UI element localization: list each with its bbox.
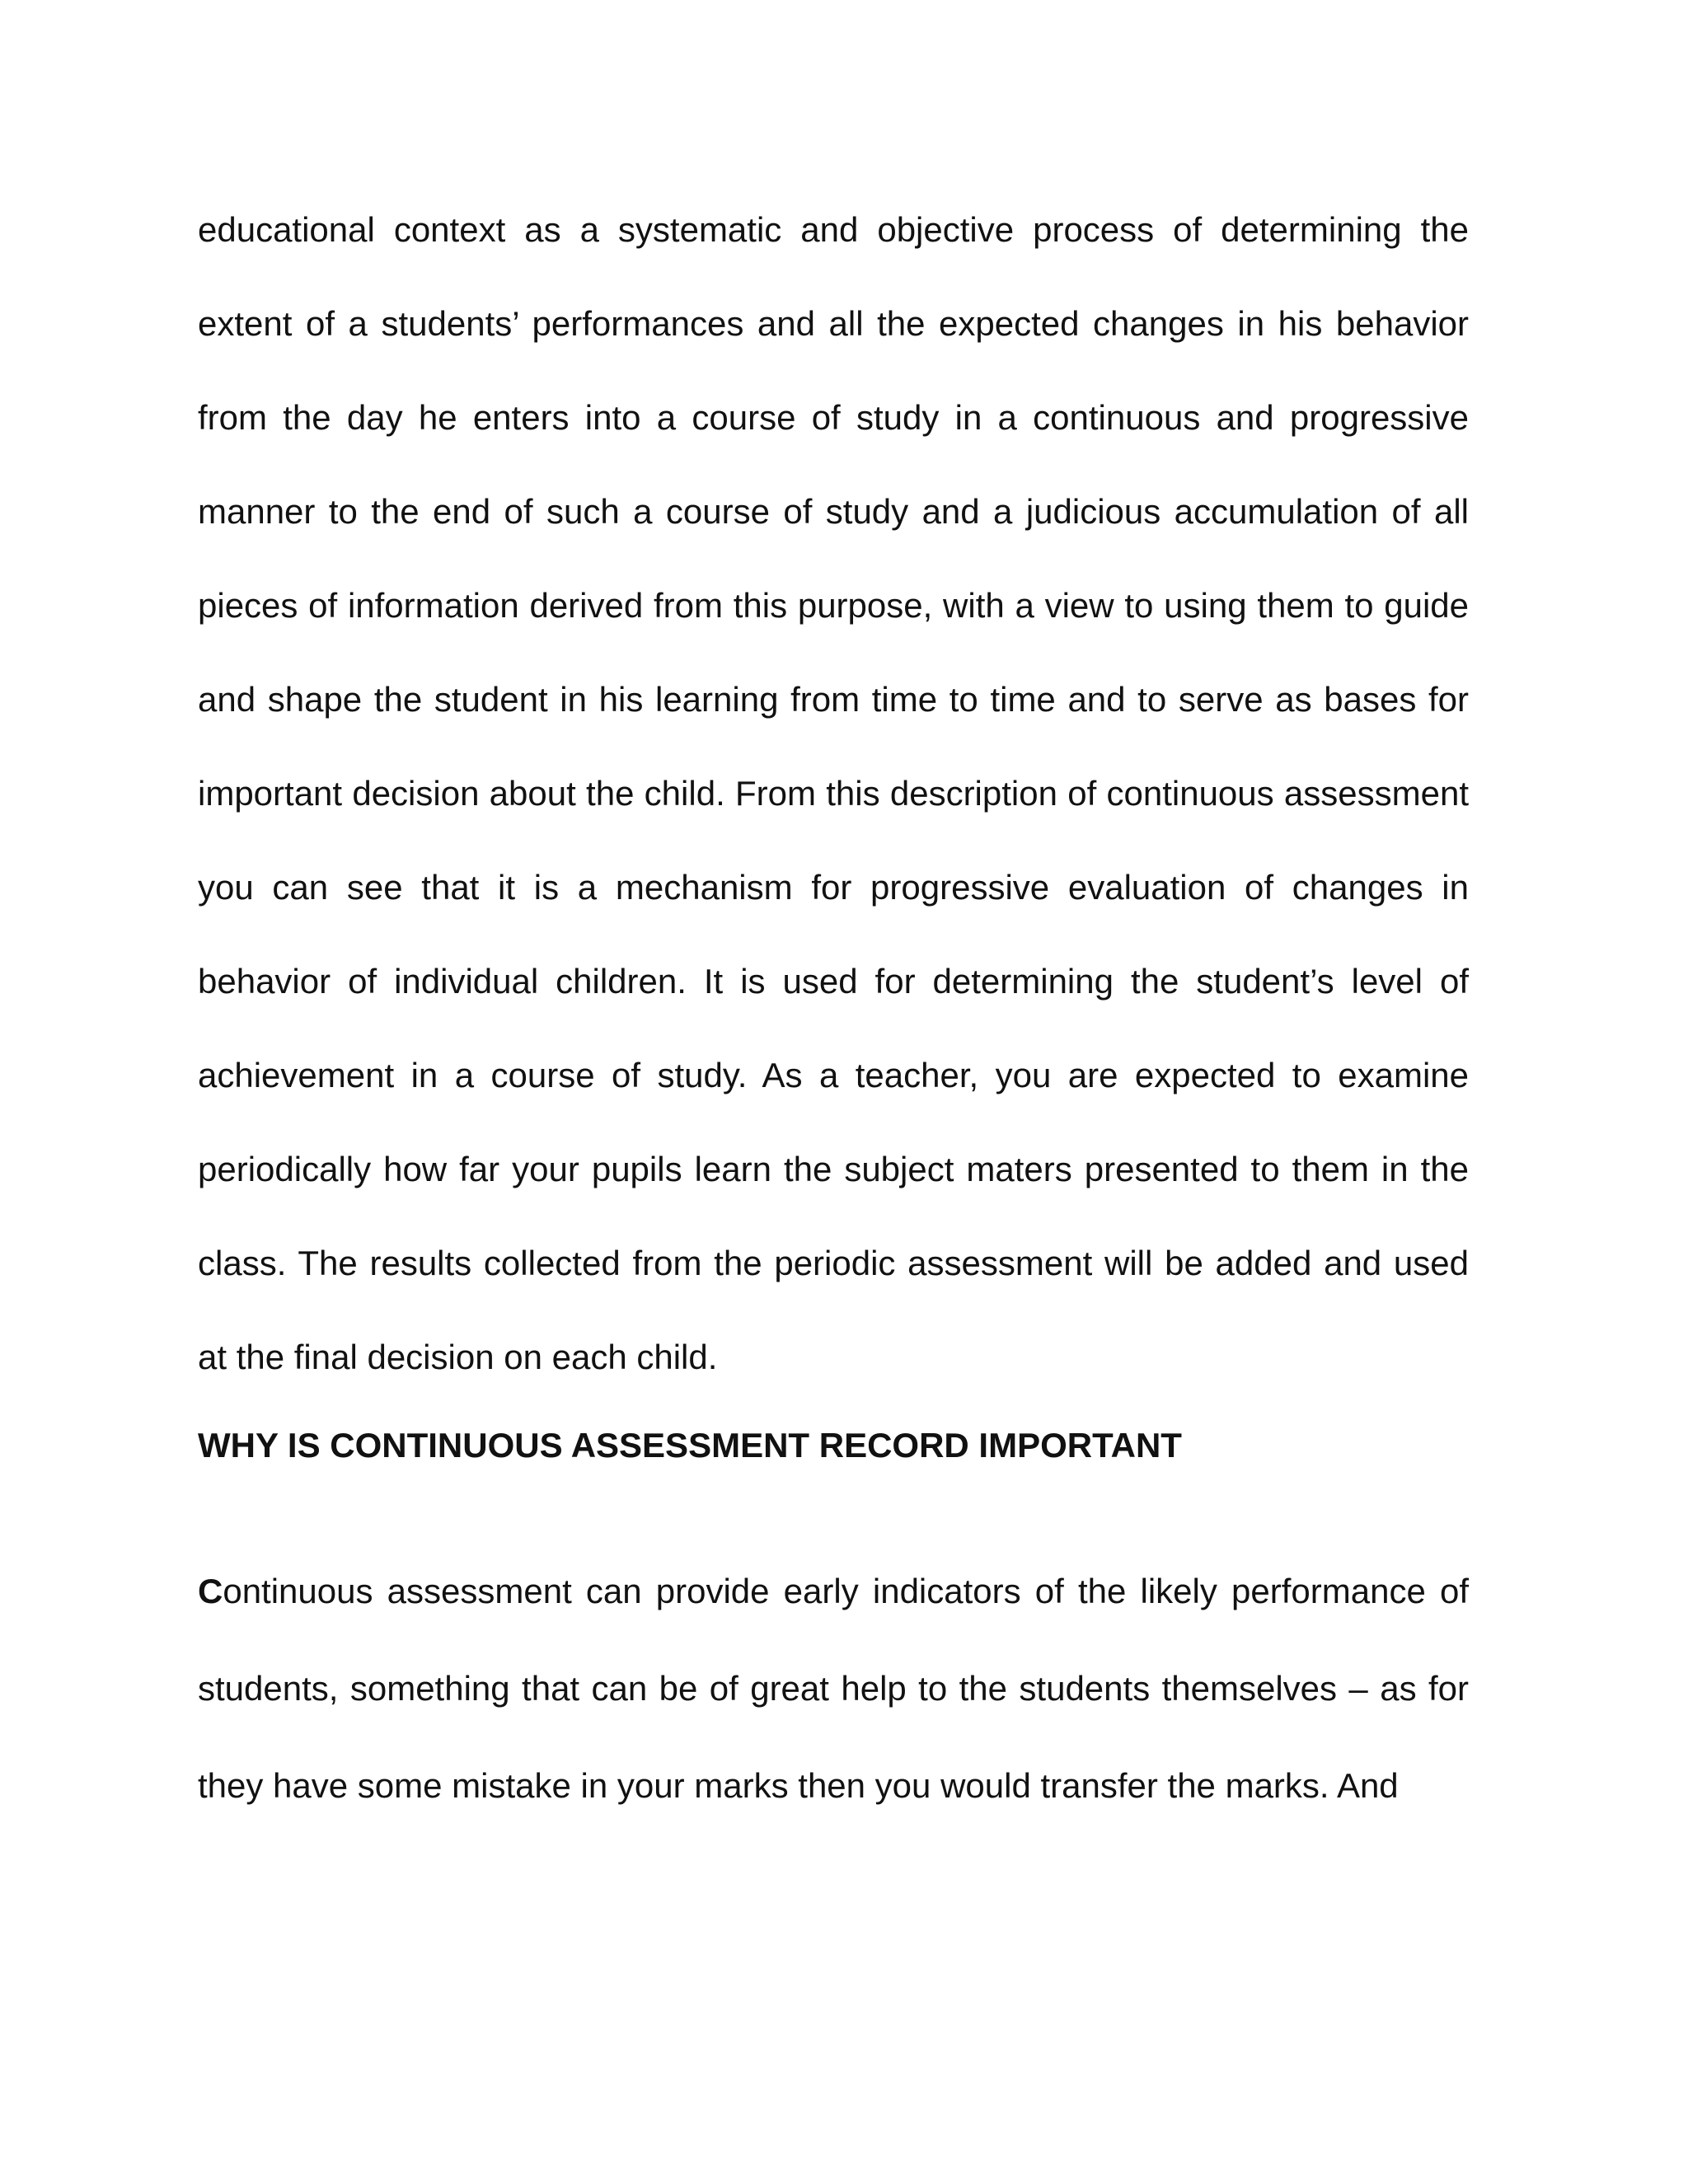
paragraph-2-text: ontinuous assessment can provide early indicators of the likely performance of students, something that can be of great help to the students themselves – as for they have some mistake in your marks then you would transfer the marks. And — [198, 1572, 1469, 1805]
body-paragraph-2 — [198, 1543, 1469, 1835]
body-paragraph-1: educational context as a systematic and objective process of determining the extent of a students’ performances and all the expected changes in his behavior from the day he enters into a course of study in a continuous and progressive manner to the end of such a course of study and a judicious accumulation of all pieces of information derived from this purpose, with a view to using them to guide and shape the student in his learning from time to time and to serve as bases for important decision about the child. From this description of continuous assessment you can see that it is a mechanism for progressive evaluation of changes in behavior of individual children. It is used for determining the student’s level of achievement in a course of study. As a teacher, you are expected to examine periodically how far your pupils learn the subject maters presented to them in the class. The results collected from the periodic assessment will be added and used at the final decision on each child. — [198, 210, 1469, 1376]
paragraph-initial-letter: C — [198, 1572, 223, 1610]
page-content — [198, 183, 1469, 1805]
section-heading: WHY IS CONTINUOUS ASSESSMENT RECORD IMPORTANT — [198, 1426, 1182, 1465]
